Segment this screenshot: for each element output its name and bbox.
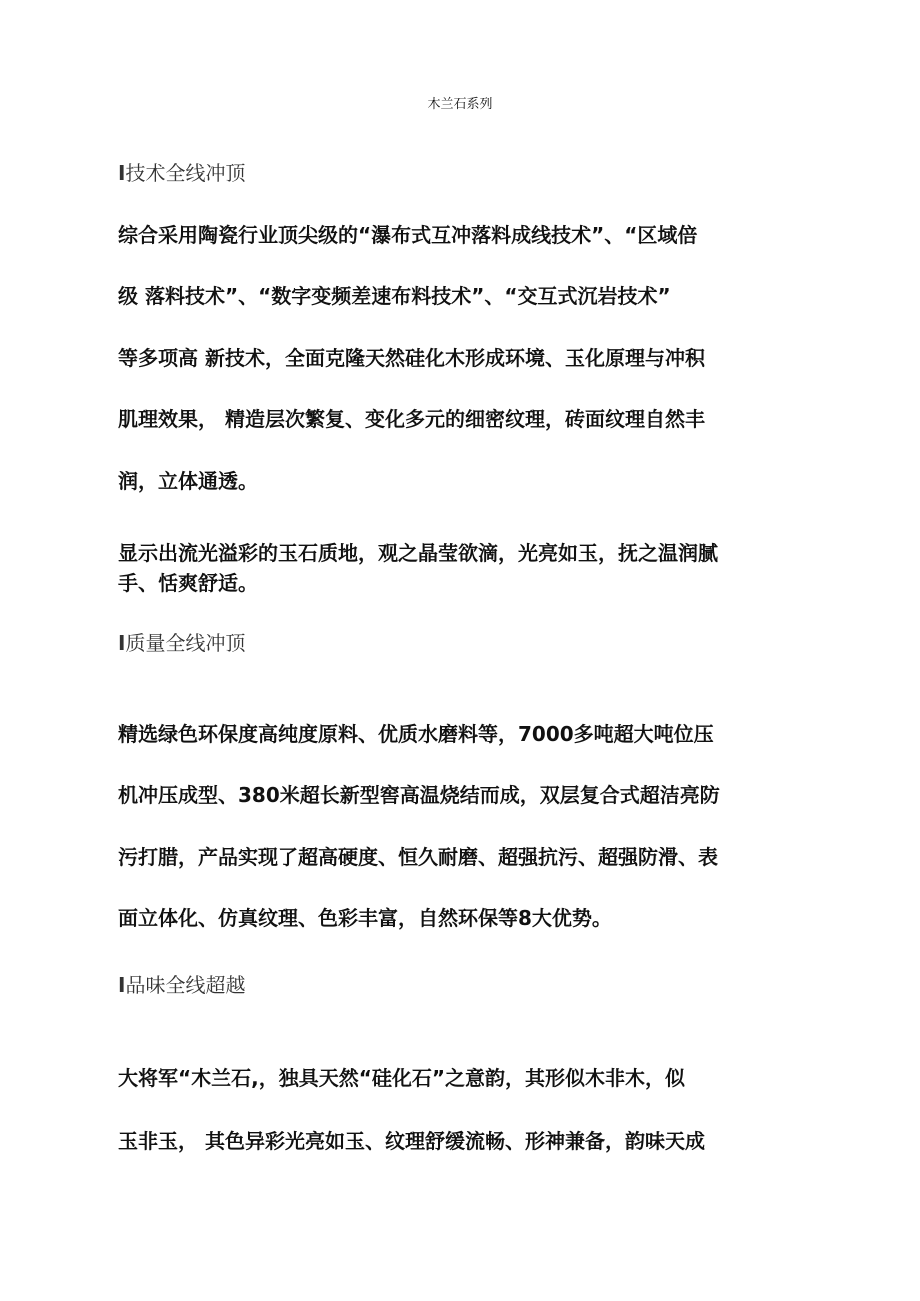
section-heading-taste [118,970,245,1000]
text-line: 显示出流光溢彩的玉石质地，观之晶莹欲滴，光亮如玉，抚之温润腻 [118,541,718,565]
heading-marker: I [118,161,126,185]
section-heading-technology [118,158,245,188]
text-line: 肌理效果， 精造层次繁复、变化多元的细密纹理，砖面纹理自然丰 [118,407,705,431]
text-line: 大将军“木兰石,，独具天然“硅化石”之意韵，其形似木非木，似 [118,1066,686,1090]
text-line: 润，立体通透。 [118,469,258,493]
heading-text: 质量全线冲顶 [125,631,246,655]
text-line: 精选绿色环保度高纯度原料、优质水磨料等，7000多吨超大吨位压 [118,722,714,746]
text-line: 玉非玉， 其色异彩光亮如玉、纹理舒缓流畅、形神兼备，韵味天成 [118,1129,705,1153]
heading-marker: I [118,631,126,655]
text-line: 面立体化、仿真纹理、色彩丰富，自然环保等8大优势。 [118,906,612,930]
text-line: 等多项高 新技术，全面克隆天然硅化木形成环境、玉化原理与冲积 [118,346,705,370]
text-line: 级 落料技术”、“数字变频差速布料技术”、“交互式沉岩技术” [118,284,671,308]
section-heading-quality [118,628,245,658]
text-line: 机冲压成型、380米超长新型窖高温烧结而成，双层复合式超洁亮防 [118,783,720,807]
heading-marker: I [118,973,126,997]
text-line: 手、恬爽舒适。 [118,571,258,595]
text-line: 综合采用陶瓷行业顶尖级的“瀑布式互冲落料成线技术”、“区域倍 [118,223,698,247]
heading-text: 技术全线冲顶 [125,161,246,185]
heading-text: 品味全线超越 [125,973,246,997]
text-line: 污打腊，产品实现了超高硬度、恒久耐磨、超强抗污、超强防滑、表 [118,845,718,869]
page-title: 木兰石系列 [427,97,493,112]
